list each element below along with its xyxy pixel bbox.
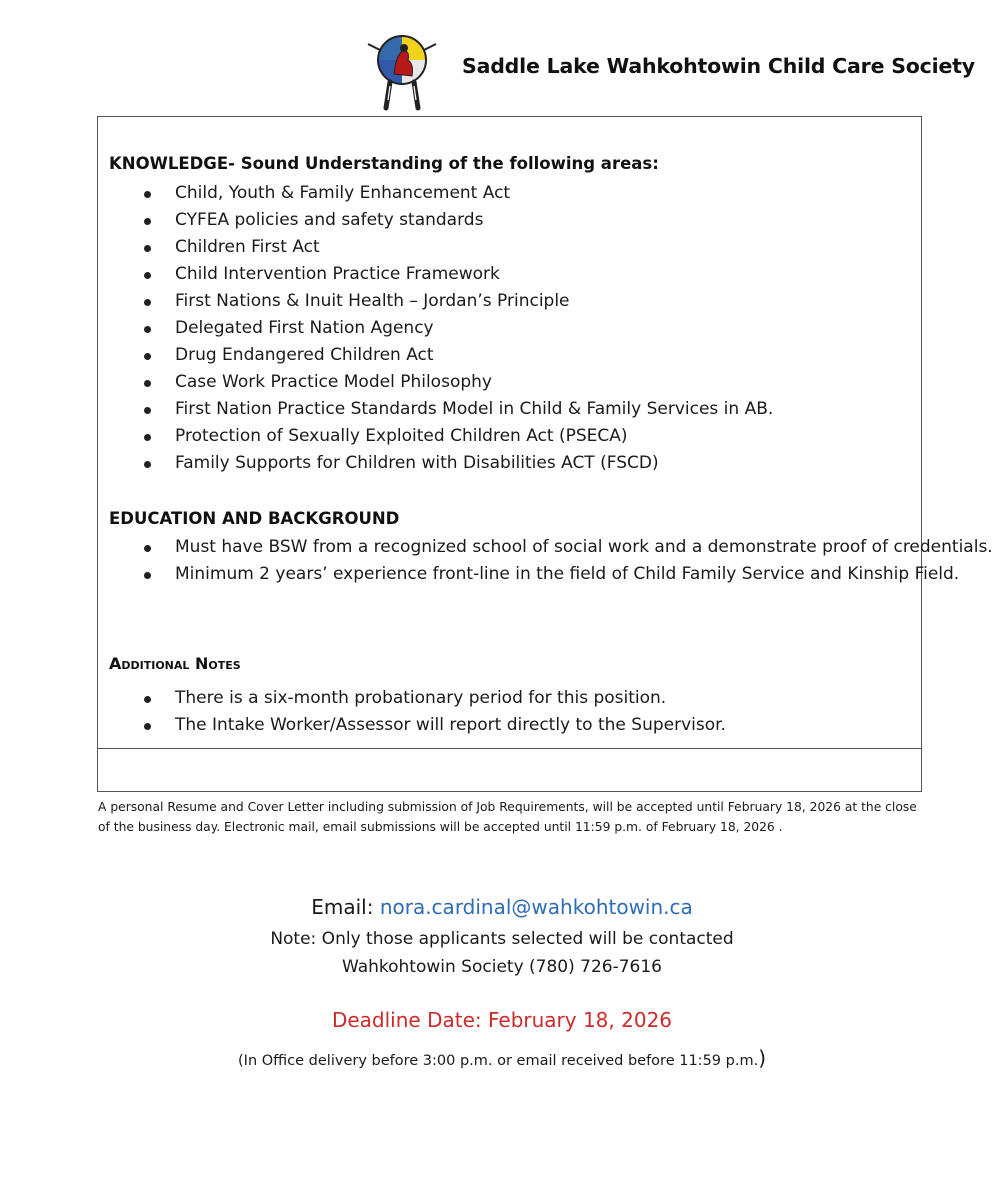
contact-note: Note: Only those applicants selected will be contacted	[270, 929, 734, 949]
bullet-icon	[144, 245, 151, 252]
list-item: Protection of Sexually Exploited Children Act (PSECA)	[98, 423, 773, 450]
notes-list	[98, 685, 726, 739]
list-item: Must have BSW from a recognized school of social work and a demonstrate proof of credentials.	[98, 534, 910, 561]
bullet-icon	[144, 572, 151, 579]
bullet-icon	[144, 545, 151, 552]
education-heading: EDUCATION AND BACKGROUND	[109, 509, 400, 528]
knowledge-heading: KNOWLEDGE- Sound Understanding of the following areas:	[109, 154, 659, 173]
additional-notes-heading: Additional Notes	[109, 654, 241, 673]
list-item: Delegated First Nation Agency	[98, 315, 773, 342]
bullet-icon	[144, 696, 151, 703]
page-header	[360, 28, 975, 112]
email-line	[0, 895, 1004, 919]
submission-paragraph: A personal Resume and Cover Letter including submission of Job Requirements, will be accepted until February 18, 2026 at the close of the business day. Electronic mail, email submissions will be accepted until 11:59 p.m. of February 18, 2026 .	[98, 800, 917, 834]
list-item: Drug Endangered Children Act	[98, 342, 773, 369]
organization-name: Saddle Lake Wahkohtowin Child Care Society	[462, 54, 975, 78]
email-label: Email:	[311, 895, 380, 919]
list-item: There is a six-month probationary period for this position.	[98, 685, 726, 712]
bullet-icon	[144, 191, 151, 198]
bullet-icon	[144, 723, 151, 730]
list-item: CYFEA policies and safety standards	[98, 207, 773, 234]
list-item: Child, Youth & Family Enhancement Act	[98, 180, 773, 207]
list-item: Minimum 2 years’ experience front-line in the field of Child Family Service and Kinship Field.	[98, 561, 910, 588]
box-divider	[98, 748, 921, 749]
list-item: Children First Act	[98, 234, 773, 261]
email-link[interactable]: nora.cardinal@wahkohtowin.ca	[379, 895, 693, 919]
list-item: Child Intervention Practice Framework	[98, 261, 773, 288]
phone-line: Wahkohtowin Society (780) 726-7616	[341, 957, 662, 977]
education-list	[98, 534, 993, 588]
list-item: First Nations & Inuit Health – Jordan’s Principle	[98, 288, 773, 315]
delivery-text: In Office delivery before 3:00 p.m. or email received before 11:59 p.m.	[243, 1053, 759, 1069]
bullet-icon	[144, 380, 151, 387]
bullet-icon	[144, 272, 151, 279]
bullet-icon	[144, 326, 151, 333]
bullet-icon	[144, 218, 151, 225]
list-item: Family Supports for Children with Disabilities ACT (FSCD)	[98, 450, 773, 477]
deadline-date: Deadline Date: February 18, 2026	[331, 1008, 673, 1032]
knowledge-list	[98, 180, 773, 477]
dreamcatcher-logo-icon	[364, 30, 446, 112]
list-item: First Nation Practice Standards Model in Child & Family Services in AB.	[98, 396, 773, 423]
delivery-note	[0, 1046, 1004, 1070]
list-item: The Intake Worker/Assessor will report directly to the Supervisor.	[98, 712, 726, 739]
requirements-box	[97, 116, 993, 792]
bullet-icon	[144, 407, 151, 414]
bullet-icon	[144, 461, 151, 468]
delivery-close-paren: )	[758, 1046, 766, 1070]
bullet-icon	[144, 434, 151, 441]
list-item: Case Work Practice Model Philosophy	[98, 369, 773, 396]
delivery-open-paren: (	[238, 1053, 244, 1069]
bullet-icon	[144, 299, 151, 306]
bullet-icon	[144, 353, 151, 360]
